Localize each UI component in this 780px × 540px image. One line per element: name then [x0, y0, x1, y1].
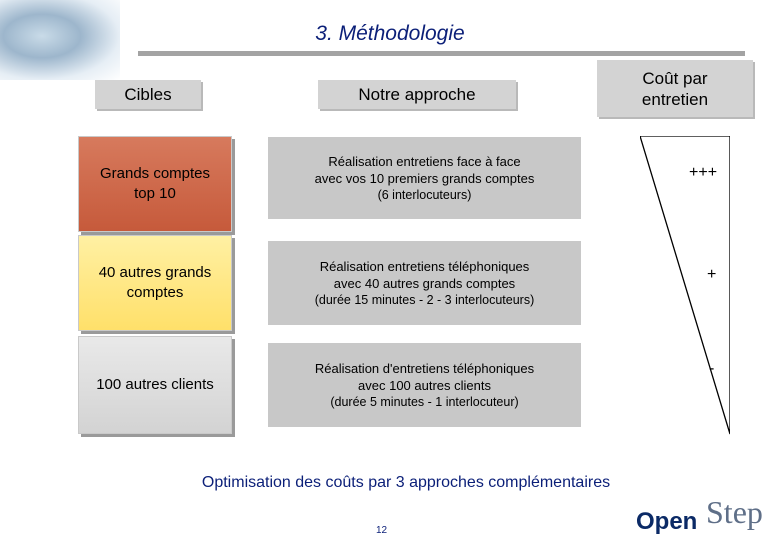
header-cibles: Cibles — [95, 80, 201, 109]
title-underline — [138, 51, 745, 56]
target-40-autres — [78, 235, 232, 331]
header-cout-line2: entretien — [641, 89, 709, 109]
cost-medium: + — [707, 266, 717, 283]
logo-step-text: Step — [706, 494, 763, 530]
page-number: 12 — [376, 525, 388, 536]
target-label-line2: top 10 — [134, 185, 176, 202]
approach-line2: avec 100 autres clients — [358, 377, 491, 393]
approach-telephone-100 — [268, 343, 581, 427]
header-cout — [597, 60, 753, 117]
target-label-line1: Grands comptes — [99, 165, 211, 182]
approach-line2: avec vos 10 premiers grands comptes — [314, 170, 535, 186]
approach-detail: (durée 15 minutes - 2 - 3 interlocuteurs) — [314, 292, 535, 307]
approach-detail: (6 interlocuteurs) — [377, 187, 472, 202]
openstep-logo — [636, 494, 776, 538]
target-grands-comptes — [78, 136, 232, 232]
header-cout-line1: Coût par — [642, 68, 708, 88]
target-label-line1: 100 autres clients — [96, 376, 214, 393]
approach-line1: Réalisation entretiens téléphoniques — [319, 258, 530, 274]
approach-line2: avec 40 autres grands comptes — [333, 275, 516, 291]
approach-face-a-face — [268, 137, 581, 219]
target-label-line2: comptes — [126, 284, 184, 301]
approach-line1: Réalisation d'entretiens téléphoniques — [314, 360, 535, 376]
approach-line1: Réalisation entretiens face à face — [328, 153, 521, 169]
summary-text: Optimisation des coûts par 3 approches complémentaires — [201, 474, 611, 491]
approach-telephone-40 — [268, 241, 581, 325]
logo-open-text: Open — [636, 508, 698, 535]
cost-low: - — [709, 360, 715, 377]
slide-title: 3. Méthodologie — [315, 22, 465, 45]
cost-high: +++ — [689, 164, 718, 181]
header-approche: Notre approche — [318, 80, 516, 109]
target-label-line1: 40 autres grands — [98, 264, 212, 281]
approach-detail: (durée 5 minutes - 1 interlocuteur) — [330, 394, 519, 409]
target-100-autres — [78, 336, 232, 434]
